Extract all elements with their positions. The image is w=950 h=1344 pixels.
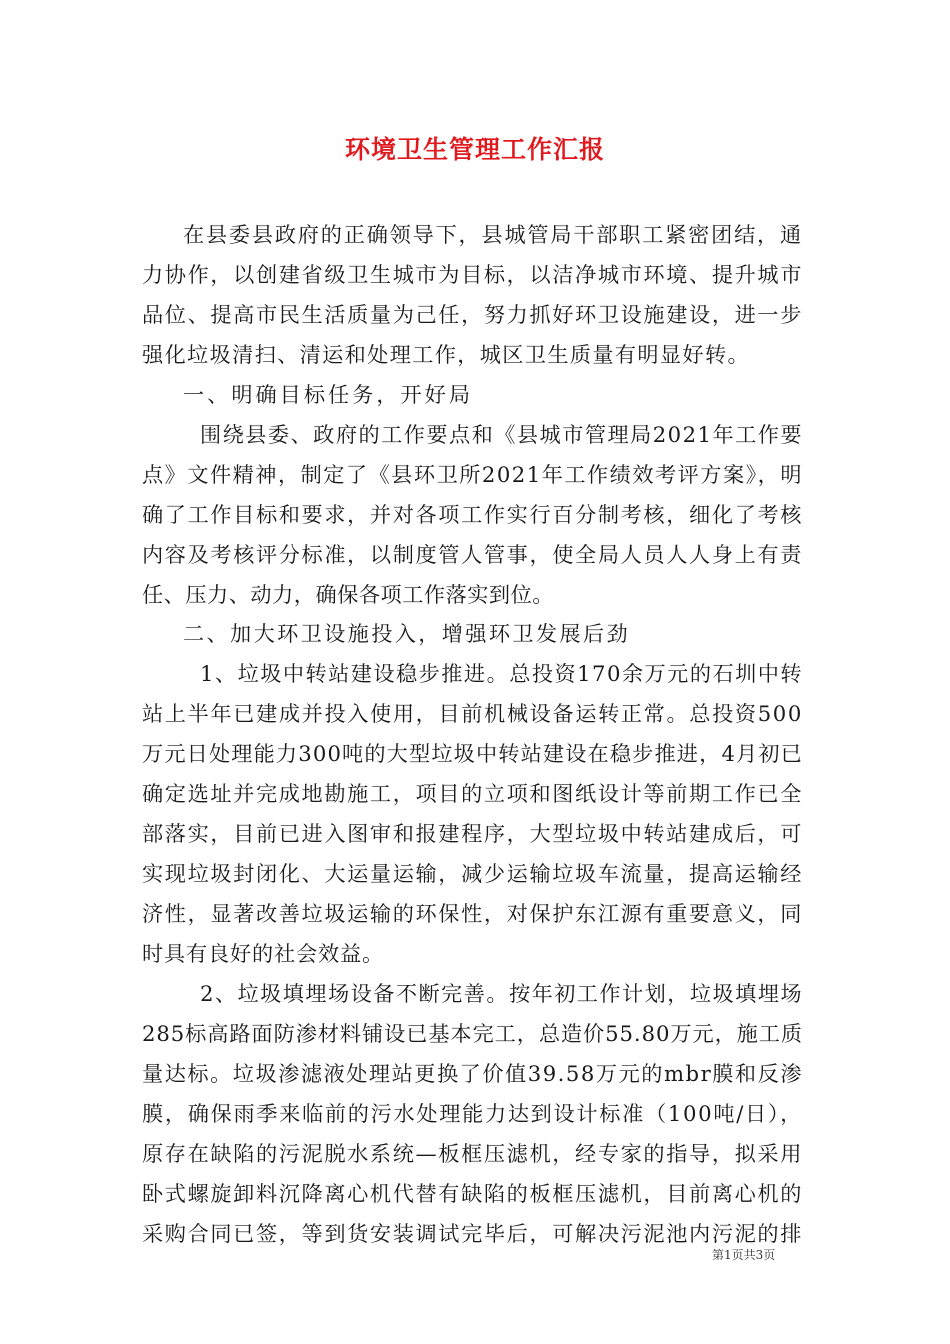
body-line: [0, 335, 950, 375]
body-line: [0, 415, 950, 455]
body-line: [0, 974, 950, 1014]
body-line: [0, 575, 950, 615]
body-line: [0, 694, 950, 734]
body-line-text: 采购合同已签，等到货安装调试完毕后，可解决污泥池内污泥的排: [142, 1221, 803, 1246]
body-line: [0, 375, 950, 415]
body-line: [0, 295, 950, 335]
body-line-text: 膜，确保雨季来临前的污水处理能力达到设计标准（100吨/日），: [142, 1101, 803, 1126]
body-line-text: 力协作，以创建省级卫生城市为目标，以洁净城市环境、提升城市: [142, 262, 803, 287]
body-line: [0, 614, 950, 654]
body-line: [0, 1174, 950, 1214]
body-line: [0, 215, 950, 255]
body-line-text: 强化垃圾清扫、清运和处理工作，城区卫生质量有明显好转。: [142, 342, 750, 367]
body-line-text: 部落实，目前已进入图审和报建程序，大型垃圾中转站建成后，可: [142, 821, 803, 846]
body-line: [0, 535, 950, 575]
document-title: 环境卫生管理工作汇报: [344, 135, 605, 164]
body-line: [0, 934, 950, 974]
body-line-text: 2、垃圾填埋场设备不断完善。按年初工作计划，垃圾填埋场: [200, 981, 803, 1006]
body-line: [0, 734, 950, 774]
body-line: [0, 774, 950, 814]
body-line-text: 济性，显著改善垃圾运输的环保性，对保护东江源有重要意义，同: [142, 901, 803, 926]
body-line: [0, 1094, 950, 1134]
body-line-text: 卧式螺旋卸料沉降离心机代替有缺陷的板框压滤机，目前离心机的: [142, 1181, 803, 1206]
body-line-text: 品位、提高市民生活质量为己任，努力抓好环卫设施建设，进一步: [142, 302, 803, 327]
body-line-text: 任、压力、动力，确保各项工作落实到位。: [142, 582, 554, 607]
body-line-text: 1、垃圾中转站建设稳步推进。总投资170余万元的石圳中转: [200, 661, 803, 686]
body-line: [0, 654, 950, 694]
body-line-text: 点》文件精神，制定了《县环卫所2021年工作绩效考评方案》，明: [142, 462, 803, 487]
body-line: [0, 1014, 950, 1054]
body-line: [0, 1214, 950, 1254]
body-line-text: 确了工作目标和要求，并对各项工作实行百分制考核，细化了考核: [142, 502, 803, 527]
body-line: [0, 1054, 950, 1094]
body-line-text: 站上半年已建成并投入使用，目前机械设备运转正常。总投资500: [142, 701, 803, 726]
body-line-text: 285标高路面防渗材料铺设已基本完工，总造价55.80万元，施工质: [142, 1021, 803, 1046]
body-line-text: 在县委县政府的正确领导下，县城管局干部职工紧密团结，通: [183, 222, 803, 247]
body-line-text: 原存在缺陷的污泥脱水系统—板框压滤机，经专家的指导，拟采用: [142, 1141, 803, 1166]
body-line: [0, 854, 950, 894]
body-line-text: 一、明确目标任务，开好局: [183, 382, 473, 407]
body-line-text: 量达标。垃圾渗滤液处理站更换了价值39.58万元的mbr膜和反渗: [142, 1061, 803, 1086]
body-line-text: 二、加大环卫设施投入，增强环卫发展后劲: [183, 621, 630, 646]
body-line: [0, 255, 950, 295]
body-line: [0, 455, 950, 495]
body-line-text: 内容及考核评分标准，以制度管人管事，使全局人员人人身上有责: [142, 542, 803, 567]
body-line-text: 实现垃圾封闭化、大运量运输，减少运输垃圾车流量，提高运输经: [142, 861, 803, 886]
body-line: [0, 894, 950, 934]
body-line-text: 确定选址并完成地勘施工，项目的立项和图纸设计等前期工作已全: [142, 781, 803, 806]
body-line-text: 围绕县委、政府的工作要点和《县城市管理局2021年工作要: [200, 422, 803, 447]
body-line: [0, 1134, 950, 1174]
body-line: [0, 495, 950, 535]
body-line: [0, 814, 950, 854]
page-indicator: 第1页共3页: [712, 1248, 776, 1262]
body-line-text: 时具有良好的社会效益。: [142, 941, 384, 966]
body-line-text: 万元日处理能力300吨的大型垃圾中转站建设在稳步推进，4月初已: [142, 741, 803, 766]
